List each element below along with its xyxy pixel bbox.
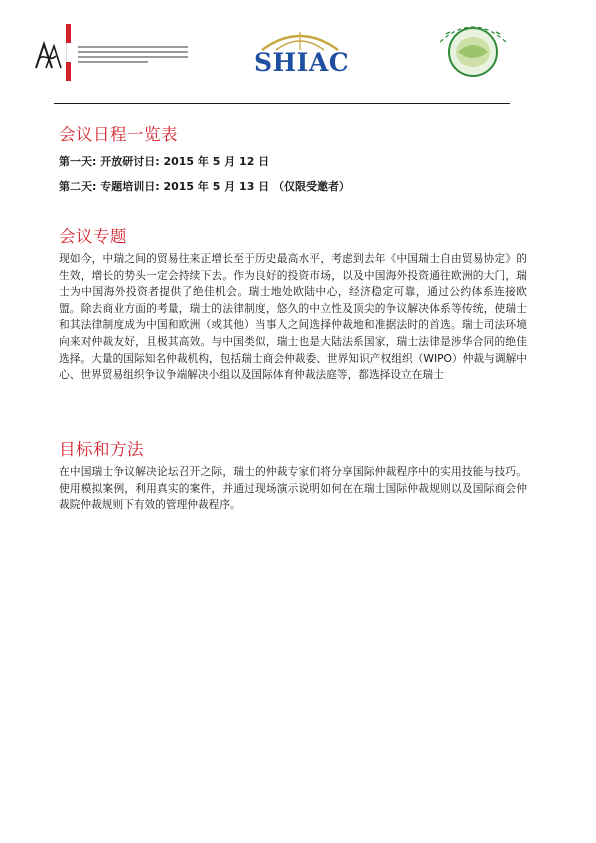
agenda-day2: 第二天: 专题培训日: 2015 年 5 月 13 日 （仅限受邀者） <box>59 180 351 193</box>
asa-logo-icon <box>34 40 62 72</box>
swiss-flag-bar <box>66 24 71 82</box>
agenda-heading: 会议日程一览表 <box>59 125 178 144</box>
topics-paragraph: 现如今，中瑞之间的贸易往来正增长至于历史最高水平，考虑到去年《中国瑞士自由贸易协定》的生效，增长的势头一定会持续下去。作为良好的投资市场，以及中国海外投资通往欧洲的大门，瑞士为中国海外投资者提供了绝佳机会。瑞士地处欧陆中心，经济稳定可靠，通过公约体系连接欧盟。除去商业方面的考量，瑞士的法律制度，悠久的中立性及顶尖的争议解决体系等传统，使瑞士和其法律制度成为中国和欧洲（或其他）当事人之间选择仲裁地和准据法时的首选。瑞士司法环境向来对仲裁友好，且极其高效。与中国类似，瑞士也是大陆法系国家，瑞士法律是涉华合同的绝佳选择。大量的国际知名仲裁机构，包括瑞士商会仲裁委、世界知识产权组织（WIPO）仲裁与调解中心、世界贸易组织争议争端解决小组以及国际体育仲裁法庭等，都选择设立在瑞士 <box>59 252 527 382</box>
asa-association-text <box>78 46 188 66</box>
agenda-day1: 第一天: 开放研讨日: 2015 年 5 月 12 日 <box>59 155 270 168</box>
shiac-wordmark: SHIAC <box>254 48 350 77</box>
topics-heading: 会议专题 <box>59 227 127 246</box>
page-header <box>0 0 596 104</box>
goals-heading: 目标和方法 <box>59 440 144 459</box>
shiac-logo <box>254 26 350 77</box>
header-rule <box>54 103 510 104</box>
goals-paragraph: 在中国瑞士争议解决论坛召开之际，瑞士的仲裁专家们将分享国际仲裁程序中的实用技能与技巧。使用模拟案例，利用真实的案件，并通过现场演示说明如何在在瑞士国际仲裁规则以及国际商会仲裁院仲裁规则下有效的管理仲裁程序。 <box>59 465 527 512</box>
ccpit-emblem-icon <box>426 18 520 82</box>
